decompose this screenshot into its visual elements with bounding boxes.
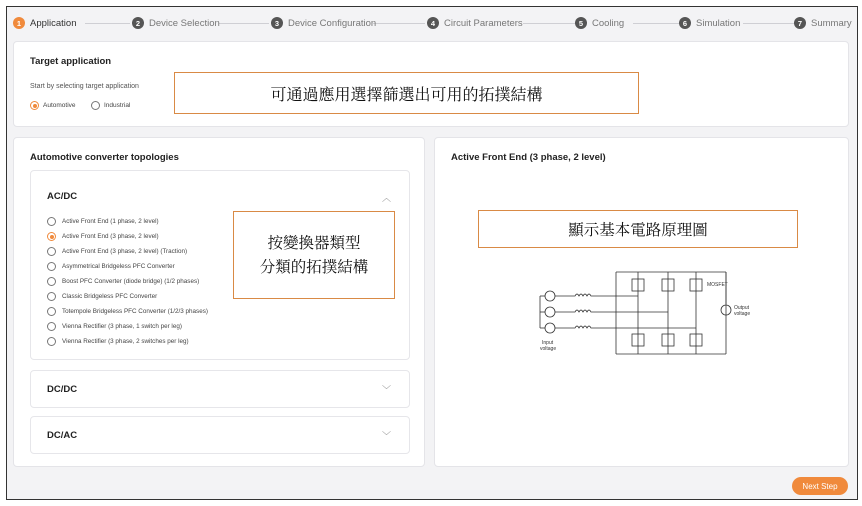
radio-unselected-icon — [47, 307, 56, 316]
annotation-by-type — [233, 211, 395, 299]
target-application-hint: Start by selecting target application — [30, 83, 139, 90]
annotation-by-type-line2: 分類的拓撲結構 — [259, 258, 369, 276]
radio-unselected-icon — [91, 101, 100, 110]
group-ac-dc — [30, 170, 410, 360]
topology-label: Classic Bridgeless PFC Converter — [62, 293, 158, 300]
annotation-schematic-text: 顯示基本電路原理圖 — [568, 221, 708, 239]
radio-label: Automotive — [43, 102, 76, 109]
output-voltage-label-1: Output — [734, 305, 750, 311]
topology-label: Totempole Bridgeless PFC Converter (1/2/3 phases) — [62, 308, 208, 315]
radio-selected-icon — [30, 101, 39, 110]
radio-unselected-icon — [47, 247, 56, 256]
step-label: Summary — [811, 17, 852, 29]
topology-label: Active Front End (3 phase, 2 level) — [62, 233, 159, 240]
step-cooling[interactable] — [575, 17, 624, 29]
step-device-selection[interactable] — [132, 17, 220, 29]
step-number: 7 — [794, 17, 806, 29]
topology-label: Vienna Rectifier (3 phase, 2 switches per leg) — [62, 338, 189, 345]
chevron-down-icon: ﹀ — [381, 431, 391, 441]
topology-option[interactable] — [47, 337, 189, 346]
group-dc-dc[interactable] — [30, 370, 410, 408]
group-title[interactable]: AC/DC — [47, 191, 78, 202]
annotation-schematic — [478, 210, 798, 248]
topology-option[interactable] — [47, 232, 159, 241]
annotation-by-type-line1: 按變換器類型 — [267, 234, 361, 252]
topology-option[interactable] — [47, 277, 199, 286]
topology-option[interactable] — [47, 217, 159, 226]
chevron-up-icon[interactable]: ︿ — [381, 193, 391, 203]
schematic-card — [434, 137, 849, 467]
topology-label: Boost PFC Converter (diode bridge) (1/2 phases) — [62, 278, 200, 285]
radio-label: Industrial — [104, 102, 131, 109]
target-application-card — [13, 41, 849, 127]
group-title: DC/DC — [47, 384, 78, 395]
topology-label: Active Front End (1 phase, 2 level) — [62, 218, 159, 225]
radio-unselected-icon — [47, 292, 56, 301]
step-application[interactable] — [13, 17, 76, 29]
chevron-down-icon: ﹀ — [381, 385, 391, 395]
topology-label: Active Front End (3 phase, 2 level) (Traction) — [62, 248, 188, 255]
step-number: 6 — [679, 17, 691, 29]
step-simulation[interactable] — [679, 17, 740, 29]
input-voltage-label-1: Input — [542, 340, 554, 346]
step-summary[interactable] — [794, 17, 852, 29]
step-label: Cooling — [592, 17, 625, 29]
step-number: 1 — [13, 17, 25, 29]
step-number: 5 — [575, 17, 587, 29]
topology-option[interactable] — [47, 307, 208, 316]
radio-unselected-icon — [47, 262, 56, 271]
step-number: 4 — [427, 17, 439, 29]
next-step-button[interactable]: Next Step — [792, 477, 848, 495]
radio-unselected-icon — [47, 277, 56, 286]
radio-automotive[interactable] — [30, 101, 76, 110]
topology-option[interactable] — [47, 322, 182, 331]
step-number: 3 — [271, 17, 283, 29]
topology-option[interactable] — [47, 247, 187, 256]
app-window — [6, 6, 858, 500]
group-dc-ac[interactable] — [30, 416, 410, 454]
group-title: DC/AC — [47, 430, 78, 441]
step-device-configuration[interactable] — [271, 17, 376, 29]
output-voltage-label-2: voltage — [734, 311, 751, 317]
target-application-title: Target application — [30, 56, 112, 67]
step-label: Device Selection — [149, 17, 220, 29]
step-label: Circuit Parameters — [444, 17, 523, 29]
topology-label: Asymmetrical Bridgeless PFC Converter — [62, 263, 175, 270]
circuit-schematic — [530, 264, 770, 364]
radio-unselected-icon — [47, 217, 56, 226]
radio-industrial[interactable] — [91, 101, 130, 110]
topology-label: Vienna Rectifier (3 phase, 1 switch per leg) — [62, 323, 182, 330]
annotation-filter-text: 可通過應用選擇篩選出可用的拓撲結構 — [270, 84, 543, 104]
topology-option[interactable] — [47, 292, 157, 301]
stepper — [7, 7, 857, 41]
step-label: Device Configuration — [288, 17, 377, 29]
radio-unselected-icon — [47, 322, 56, 331]
input-voltage-label-2: voltage — [540, 346, 557, 352]
step-number: 2 — [132, 17, 144, 29]
step-label: Application — [30, 17, 77, 29]
topologies-title: Automotive converter topologies — [30, 152, 179, 163]
topology-option[interactable] — [47, 262, 175, 271]
annotation-filter — [174, 72, 639, 114]
schematic-title: Active Front End (3 phase, 2 level) — [451, 152, 606, 163]
radio-unselected-icon — [47, 337, 56, 346]
step-label: Simulation — [696, 17, 741, 29]
mosfet-label: MOSFET — [707, 282, 728, 288]
topologies-card — [13, 137, 425, 467]
radio-selected-icon — [47, 232, 56, 241]
step-circuit-parameters[interactable] — [427, 17, 523, 29]
